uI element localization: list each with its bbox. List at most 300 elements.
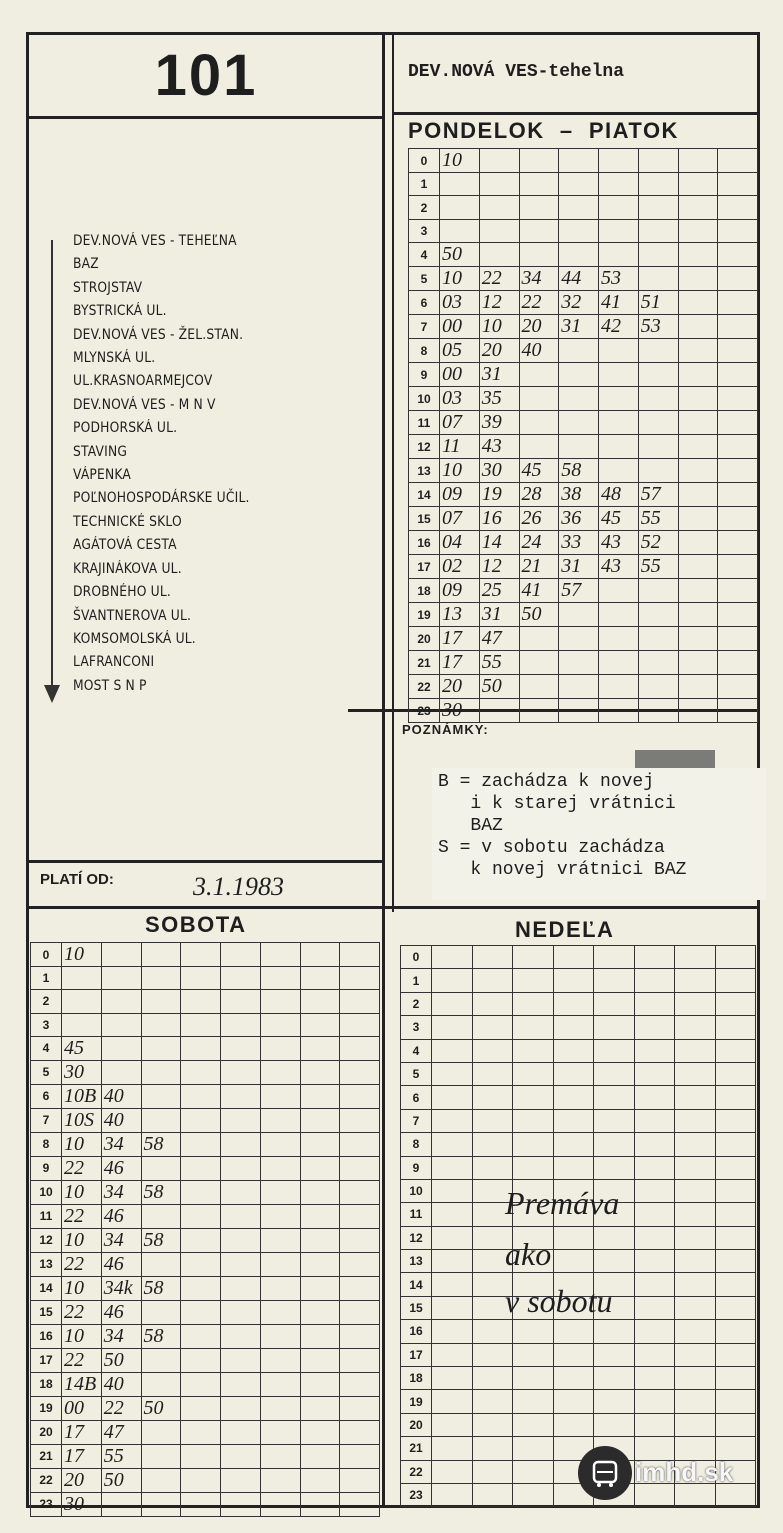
minute-cell	[472, 1086, 513, 1109]
hour-cell: 3	[31, 1013, 62, 1036]
minute-cell: 58	[559, 459, 599, 483]
saturday-title: SOBOTA	[145, 912, 247, 937]
minute-cell	[715, 1390, 756, 1413]
minute-cell	[634, 1343, 675, 1366]
minute-cell	[634, 1016, 675, 1039]
minute-cell	[718, 579, 758, 603]
minute-cell	[594, 1343, 635, 1366]
minute-cell	[718, 435, 758, 459]
minute-cell	[62, 990, 102, 1013]
note-line: k novej vrátnici BAZ	[438, 860, 687, 880]
hour-cell: 5	[401, 1062, 432, 1085]
hour-cell: 4	[31, 1036, 62, 1060]
minute-cell: 17	[62, 1420, 102, 1444]
minute-cell: 55	[638, 555, 678, 579]
minute-cell: 34	[101, 1228, 141, 1252]
minute-cell	[221, 1228, 261, 1252]
minute-cell	[221, 1492, 261, 1516]
minute-cell: 10	[62, 1228, 102, 1252]
minute-cell	[519, 196, 559, 219]
minute-cell	[260, 1324, 300, 1348]
minute-cell	[221, 1324, 261, 1348]
minute-cell	[472, 1367, 513, 1390]
hour-cell: 14	[31, 1276, 62, 1300]
minute-cell	[594, 1156, 635, 1179]
hour-cell: 18	[31, 1372, 62, 1396]
minute-cell	[340, 1396, 380, 1420]
minute-cell	[472, 1483, 513, 1506]
hour-row	[409, 675, 758, 699]
minute-cell	[715, 1413, 756, 1436]
minute-cell	[260, 1132, 300, 1156]
minute-cell: 10	[62, 943, 102, 967]
minute-cell	[141, 1060, 181, 1084]
minute-cell	[519, 675, 559, 699]
minute-cell	[559, 411, 599, 435]
minute-cell: 16	[479, 507, 519, 531]
minute-cell: 45	[62, 1036, 102, 1060]
minute-cell: 20	[519, 315, 559, 339]
minute-cell: 55	[479, 651, 519, 675]
minute-cell: 47	[101, 1420, 141, 1444]
minute-cell	[715, 946, 756, 969]
minute-cell: 34	[101, 1324, 141, 1348]
minute-cell	[479, 173, 519, 196]
hour-cell: 21	[31, 1444, 62, 1468]
minute-cell: 53	[599, 267, 639, 291]
minute-cell: 09	[440, 483, 480, 507]
minute-cell	[300, 1300, 340, 1324]
minute-cell	[260, 967, 300, 990]
minute-cell	[559, 363, 599, 387]
hour-cell: 1	[409, 173, 440, 196]
hour-row	[409, 603, 758, 627]
minute-cell: 10	[62, 1324, 102, 1348]
hour-cell: 23	[31, 1492, 62, 1516]
hour-row	[409, 291, 758, 315]
minute-cell	[260, 1468, 300, 1492]
minute-cell	[513, 969, 554, 992]
minute-cell	[638, 196, 678, 219]
minute-cell	[718, 627, 758, 651]
minute-cell	[432, 1250, 473, 1273]
minute-cell	[340, 1300, 380, 1324]
minute-cell	[260, 1492, 300, 1516]
minute-cell	[675, 1273, 716, 1296]
minute-cell	[638, 459, 678, 483]
minute-cell	[513, 1367, 554, 1390]
minute-cell	[718, 219, 758, 242]
minute-cell	[718, 173, 758, 196]
minute-cell	[432, 1226, 473, 1249]
hour-cell: 4	[401, 1039, 432, 1062]
minute-cell	[300, 1204, 340, 1228]
hour-row	[31, 1084, 380, 1108]
minute-cell	[181, 1036, 221, 1060]
minute-cell	[260, 1396, 300, 1420]
minute-cell	[519, 149, 559, 173]
hour-row	[401, 1109, 756, 1132]
minute-cell	[221, 1013, 261, 1036]
minute-cell	[181, 1108, 221, 1132]
hour-row	[409, 315, 758, 339]
minute-cell: 45	[519, 459, 559, 483]
minute-cell	[513, 1390, 554, 1413]
stop-list	[73, 230, 274, 698]
minute-cell	[221, 1420, 261, 1444]
minute-cell	[519, 411, 559, 435]
minute-cell	[678, 219, 718, 242]
minute-cell	[594, 1109, 635, 1132]
hour-cell: 23	[409, 699, 440, 723]
minute-cell	[101, 1036, 141, 1060]
minute-cell: 31	[479, 603, 519, 627]
minute-cell: 07	[440, 507, 480, 531]
hour-row	[31, 1036, 380, 1060]
minute-cell	[181, 1228, 221, 1252]
hour-row	[401, 1039, 756, 1062]
minute-cell	[715, 1016, 756, 1039]
minute-cell	[715, 1250, 756, 1273]
hour-row	[409, 483, 758, 507]
minute-cell	[260, 990, 300, 1013]
hour-row	[31, 1420, 380, 1444]
hour-row	[401, 1343, 756, 1366]
minute-cell	[553, 1039, 594, 1062]
minute-cell	[432, 1273, 473, 1296]
minute-cell	[141, 1492, 181, 1516]
hour-row	[31, 967, 380, 990]
minute-cell	[599, 579, 639, 603]
minute-cell	[300, 1036, 340, 1060]
hour-row	[401, 1133, 756, 1156]
minute-cell	[141, 990, 181, 1013]
minute-cell: 28	[519, 483, 559, 507]
hour-row	[409, 507, 758, 531]
minute-cell	[675, 1367, 716, 1390]
minute-cell	[260, 1228, 300, 1252]
minute-cell	[513, 1320, 554, 1343]
minute-cell	[432, 1203, 473, 1226]
minute-cell	[432, 1367, 473, 1390]
hour-row	[409, 363, 758, 387]
minute-cell	[141, 1084, 181, 1108]
minute-cell	[678, 555, 718, 579]
minute-cell	[678, 603, 718, 627]
minute-cell	[594, 1320, 635, 1343]
minute-cell	[599, 173, 639, 196]
hour-cell: 17	[401, 1343, 432, 1366]
watermark-text: imhd.sk	[635, 1457, 734, 1487]
minute-cell: 36	[559, 507, 599, 531]
minute-cell	[678, 243, 718, 267]
minute-cell	[718, 196, 758, 219]
minute-cell	[675, 1226, 716, 1249]
hour-cell: 13	[409, 459, 440, 483]
minute-cell	[638, 699, 678, 723]
hour-cell: 20	[401, 1413, 432, 1436]
stop-item: DEV.NOVÁ VES - TEHEĽNA	[73, 233, 237, 249]
minute-cell: 20	[440, 675, 480, 699]
minute-cell: 22	[62, 1156, 102, 1180]
minute-cell	[221, 1276, 261, 1300]
minute-cell	[559, 699, 599, 723]
minute-cell	[260, 1060, 300, 1084]
minute-cell: 35	[479, 387, 519, 411]
stop-item: STAVING	[73, 443, 128, 460]
hour-cell: 12	[409, 435, 440, 459]
hour-cell: 2	[31, 990, 62, 1013]
minute-cell	[340, 943, 380, 967]
minute-cell	[221, 1108, 261, 1132]
hour-row	[31, 1276, 380, 1300]
minute-cell	[340, 1468, 380, 1492]
hour-row	[401, 1390, 756, 1413]
minute-cell	[432, 992, 473, 1015]
minute-cell	[141, 1204, 181, 1228]
minute-cell	[221, 1252, 261, 1276]
hour-cell: 18	[401, 1367, 432, 1390]
minute-cell	[638, 363, 678, 387]
minute-cell	[472, 1413, 513, 1436]
minute-cell	[718, 651, 758, 675]
hour-row	[401, 1226, 756, 1249]
minute-cell	[634, 1156, 675, 1179]
hour-cell: 16	[401, 1320, 432, 1343]
minute-cell: 53	[638, 315, 678, 339]
minute-cell	[513, 946, 554, 969]
minute-cell: 48	[599, 483, 639, 507]
hour-row	[31, 1300, 380, 1324]
minute-cell	[221, 1132, 261, 1156]
minute-cell	[715, 1179, 756, 1202]
hour-cell: 14	[409, 483, 440, 507]
minute-cell	[718, 603, 758, 627]
hour-cell: 19	[409, 603, 440, 627]
hour-cell: 16	[31, 1324, 62, 1348]
hour-cell: 14	[401, 1273, 432, 1296]
hour-cell: 9	[409, 363, 440, 387]
minute-cell	[678, 149, 718, 173]
minute-cell: 43	[599, 555, 639, 579]
hour-cell: 1	[31, 967, 62, 990]
minute-cell	[678, 699, 718, 723]
minute-cell	[675, 1016, 716, 1039]
minute-cell: 30	[440, 699, 480, 723]
minute-cell	[300, 1108, 340, 1132]
minute-cell	[599, 627, 639, 651]
sunday-title: NEDEĽA	[515, 917, 615, 942]
minute-cell	[675, 1179, 716, 1202]
stop-item: AGÁTOVÁ CESTA	[73, 537, 177, 554]
minute-cell	[634, 1179, 675, 1202]
minute-cell	[519, 387, 559, 411]
minute-cell	[675, 1156, 716, 1179]
minute-cell	[260, 1276, 300, 1300]
minute-cell	[594, 1062, 635, 1085]
minute-cell: 02	[440, 555, 480, 579]
minute-cell	[675, 946, 716, 969]
minute-cell	[440, 196, 480, 219]
minute-cell	[599, 243, 639, 267]
minute-cell	[101, 967, 141, 990]
minute-cell	[553, 1320, 594, 1343]
minute-cell	[300, 1180, 340, 1204]
minute-cell: 10	[440, 149, 480, 173]
minute-cell: 19	[479, 483, 519, 507]
minute-cell	[432, 1039, 473, 1062]
valid-from-label: PLATÍ OD:	[40, 871, 114, 888]
minute-cell	[715, 969, 756, 992]
minute-cell	[559, 196, 599, 219]
minute-cell	[718, 267, 758, 291]
minute-cell	[559, 627, 599, 651]
hour-row	[409, 149, 758, 173]
minute-cell	[638, 579, 678, 603]
minute-cell	[513, 1062, 554, 1085]
minute-cell	[260, 943, 300, 967]
minute-cell	[599, 411, 639, 435]
minute-cell	[340, 1420, 380, 1444]
minute-cell	[181, 1180, 221, 1204]
minute-cell	[221, 1180, 261, 1204]
minute-cell	[513, 1016, 554, 1039]
minute-cell	[559, 243, 599, 267]
minute-cell	[340, 967, 380, 990]
minute-cell	[599, 339, 639, 363]
minute-cell	[340, 1156, 380, 1180]
minute-cell	[519, 219, 559, 242]
minute-cell: 58	[141, 1276, 181, 1300]
hour-cell: 0	[401, 946, 432, 969]
minute-cell: 46	[101, 1300, 141, 1324]
hour-row	[31, 1060, 380, 1084]
minute-cell	[634, 992, 675, 1015]
hour-row	[31, 1252, 380, 1276]
minute-cell	[559, 675, 599, 699]
minute-cell	[559, 149, 599, 173]
minute-cell	[479, 699, 519, 723]
minute-cell	[181, 1396, 221, 1420]
minute-cell	[300, 1372, 340, 1396]
hour-cell: 3	[401, 1016, 432, 1039]
minute-cell	[141, 1444, 181, 1468]
minute-cell	[638, 219, 678, 242]
minute-cell: 12	[479, 291, 519, 315]
hour-cell: 15	[31, 1300, 62, 1324]
minute-cell: 57	[638, 483, 678, 507]
minute-cell	[634, 1320, 675, 1343]
minute-cell	[715, 1343, 756, 1366]
minute-cell	[559, 651, 599, 675]
hour-cell: 7	[31, 1108, 62, 1132]
minute-cell	[472, 1062, 513, 1085]
minute-cell	[432, 1320, 473, 1343]
minute-cell	[678, 483, 718, 507]
minute-cell	[638, 387, 678, 411]
hour-cell: 19	[31, 1396, 62, 1420]
minute-cell: 52	[638, 531, 678, 555]
minute-cell	[638, 411, 678, 435]
minute-cell	[472, 969, 513, 992]
minute-cell	[260, 1180, 300, 1204]
hour-cell: 10	[409, 387, 440, 411]
minute-cell: 10	[62, 1132, 102, 1156]
minute-cell	[101, 1060, 141, 1084]
minute-cell	[678, 339, 718, 363]
minute-cell	[432, 1390, 473, 1413]
minute-cell: 22	[101, 1396, 141, 1420]
minute-cell	[141, 1372, 181, 1396]
minute-cell: 47	[479, 627, 519, 651]
minute-cell	[340, 1060, 380, 1084]
minute-cell: 22	[62, 1252, 102, 1276]
hour-cell: 2	[401, 992, 432, 1015]
minute-cell	[594, 1016, 635, 1039]
minute-cell	[432, 1179, 473, 1202]
minute-cell	[715, 1109, 756, 1132]
saturday-timetable	[30, 942, 380, 1517]
minute-cell: 30	[479, 459, 519, 483]
minute-cell	[221, 1468, 261, 1492]
minute-cell	[300, 990, 340, 1013]
minute-cell: 41	[599, 291, 639, 315]
hour-cell: 15	[409, 507, 440, 531]
minute-cell	[675, 1109, 716, 1132]
minute-cell	[519, 651, 559, 675]
hour-row	[401, 992, 756, 1015]
hour-cell: 22	[409, 675, 440, 699]
minute-cell	[479, 243, 519, 267]
hour-cell: 22	[401, 1460, 432, 1483]
minute-cell	[432, 1109, 473, 1132]
minute-cell	[678, 196, 718, 219]
minute-cell	[472, 1390, 513, 1413]
minute-cell: 34k	[101, 1276, 141, 1300]
minute-cell: 22	[519, 291, 559, 315]
hour-row	[31, 1180, 380, 1204]
minute-cell	[300, 1156, 340, 1180]
hour-row	[31, 1013, 380, 1036]
minute-cell: 26	[519, 507, 559, 531]
minute-cell	[432, 1483, 473, 1506]
minute-cell	[141, 967, 181, 990]
minute-cell	[300, 1013, 340, 1036]
minute-cell	[340, 1348, 380, 1372]
minute-cell	[432, 969, 473, 992]
minute-cell	[181, 990, 221, 1013]
minute-cell	[718, 291, 758, 315]
note-line: i k starej vrátnici	[438, 794, 676, 814]
minute-cell	[513, 1133, 554, 1156]
imhd-logo-icon	[578, 1446, 632, 1500]
stop-item: VÁPENKA	[73, 467, 132, 484]
minute-cell: 55	[638, 507, 678, 531]
minute-cell	[594, 1133, 635, 1156]
hour-cell: 21	[401, 1437, 432, 1460]
minute-cell	[634, 1203, 675, 1226]
minute-cell	[718, 315, 758, 339]
minute-cell	[440, 173, 480, 196]
minute-cell	[718, 387, 758, 411]
minute-cell	[513, 1039, 554, 1062]
minute-cell: 17	[440, 627, 480, 651]
minute-cell: 17	[62, 1444, 102, 1468]
hour-cell: 10	[401, 1179, 432, 1202]
minute-cell	[678, 315, 718, 339]
minute-cell	[715, 1273, 756, 1296]
minute-cell	[340, 1084, 380, 1108]
